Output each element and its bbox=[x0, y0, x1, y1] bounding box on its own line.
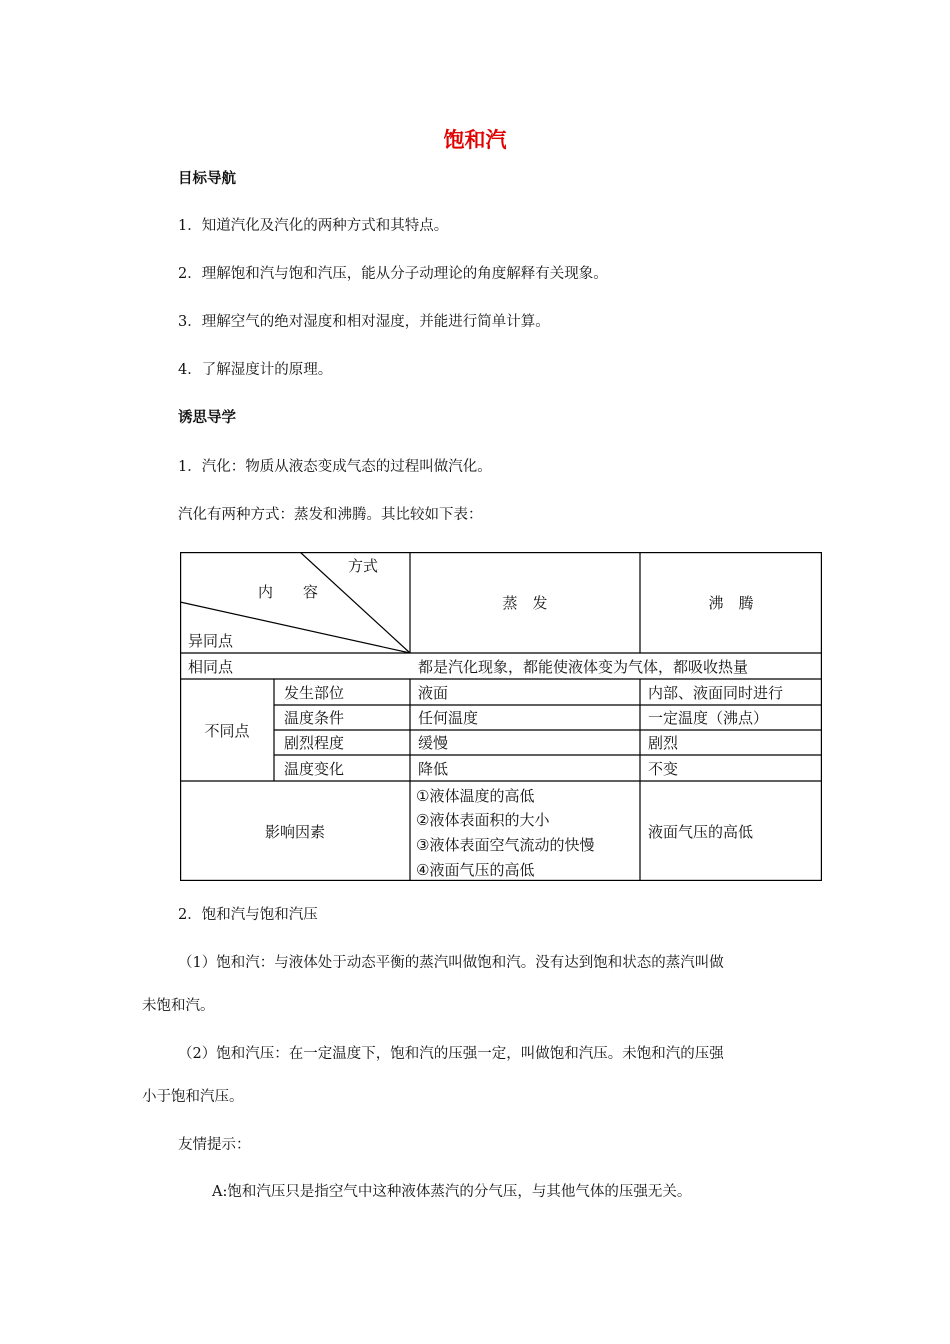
factor-evap-1: ①液体温度的高低 bbox=[416, 787, 535, 805]
section-2-heading: 2．饱和汽与饱和汽压 bbox=[178, 907, 318, 923]
goal-item-4: 4．了解湿度计的原理。 bbox=[178, 362, 333, 378]
guide-paragraph-1: 1．汽化：物质从液态变成气态的过程叫做汽化。 bbox=[178, 459, 492, 475]
factor-evap-4: ④液面气压的高低 bbox=[416, 861, 535, 879]
saturated-vapor-line-2: 未饱和汽。 bbox=[142, 998, 215, 1014]
comparison-table bbox=[180, 552, 822, 881]
factor-boil: 液面气压的高低 bbox=[648, 823, 754, 841]
row-evap-3: 缓慢 bbox=[418, 734, 449, 752]
factor-label: 影响因素 bbox=[264, 823, 325, 841]
saturated-pressure-line-1: （2）饱和汽压：在一定温度下，饱和汽的压强一定，叫做饱和汽压。未饱和汽的压强 bbox=[178, 1046, 724, 1062]
row-evap-4: 降低 bbox=[418, 760, 449, 778]
saturated-vapor-line-1: （1）饱和汽：与液体处于动态平衡的蒸汽叫做饱和汽。没有达到饱和状态的蒸汽叫做 bbox=[178, 955, 724, 971]
row-aspect-2: 温度条件 bbox=[284, 709, 345, 727]
goal-item-3: 3．理解空气的绝对湿度和相对湿度，并能进行简单计算。 bbox=[178, 314, 550, 330]
diff-label: 不同点 bbox=[204, 722, 250, 740]
goal-item-1: 1．知道汽化及汽化的两种方式和其特点。 bbox=[178, 218, 449, 234]
goals-heading: 目标导航 bbox=[178, 170, 236, 187]
page-title: 饱和汽 bbox=[443, 127, 507, 152]
guide-paragraph-2: 汽化有两种方式：蒸发和沸腾。其比较如下表： bbox=[178, 507, 483, 523]
row-boil-2: 一定温度（沸点） bbox=[648, 709, 769, 727]
factor-evap-2: ②液体表面积的大小 bbox=[416, 811, 550, 829]
tip-label: 友情提示： bbox=[178, 1137, 251, 1153]
row-evap-2: 任何温度 bbox=[418, 709, 479, 727]
corner-label-method: 方式 bbox=[348, 557, 379, 575]
row-aspect-1: 发生部位 bbox=[284, 684, 345, 702]
row-boil-4: 不变 bbox=[648, 760, 679, 778]
corner-label-comparison: 异同点 bbox=[188, 632, 234, 650]
row-aspect-4: 温度变化 bbox=[284, 760, 345, 778]
corner-label-content: 内 容 bbox=[258, 583, 319, 601]
column-header-boiling: 沸 腾 bbox=[708, 594, 754, 612]
goal-item-2: 2．理解饱和汽与饱和汽压，能从分子动理论的角度解释有关现象。 bbox=[178, 266, 608, 282]
same-label: 相同点 bbox=[188, 658, 234, 676]
tip-a: A:饱和汽压只是指空气中这种液体蒸汽的分气压，与其他气体的压强无关。 bbox=[212, 1184, 692, 1200]
row-boil-1: 内部、液面同时进行 bbox=[648, 684, 784, 702]
row-aspect-3: 剧烈程度 bbox=[284, 734, 345, 752]
row-evap-1: 液面 bbox=[418, 684, 449, 702]
saturated-pressure-line-2: 小于饱和汽压。 bbox=[142, 1089, 244, 1105]
column-header-evaporation: 蒸 发 bbox=[502, 594, 548, 612]
row-boil-3: 剧烈 bbox=[648, 734, 679, 752]
same-text: 都是汽化现象，都能使液体变为气体，都吸收热量 bbox=[418, 658, 749, 676]
factor-evap-3: ③液体表面空气流动的快慢 bbox=[416, 836, 595, 854]
guide-heading: 诱思导学 bbox=[178, 409, 236, 426]
